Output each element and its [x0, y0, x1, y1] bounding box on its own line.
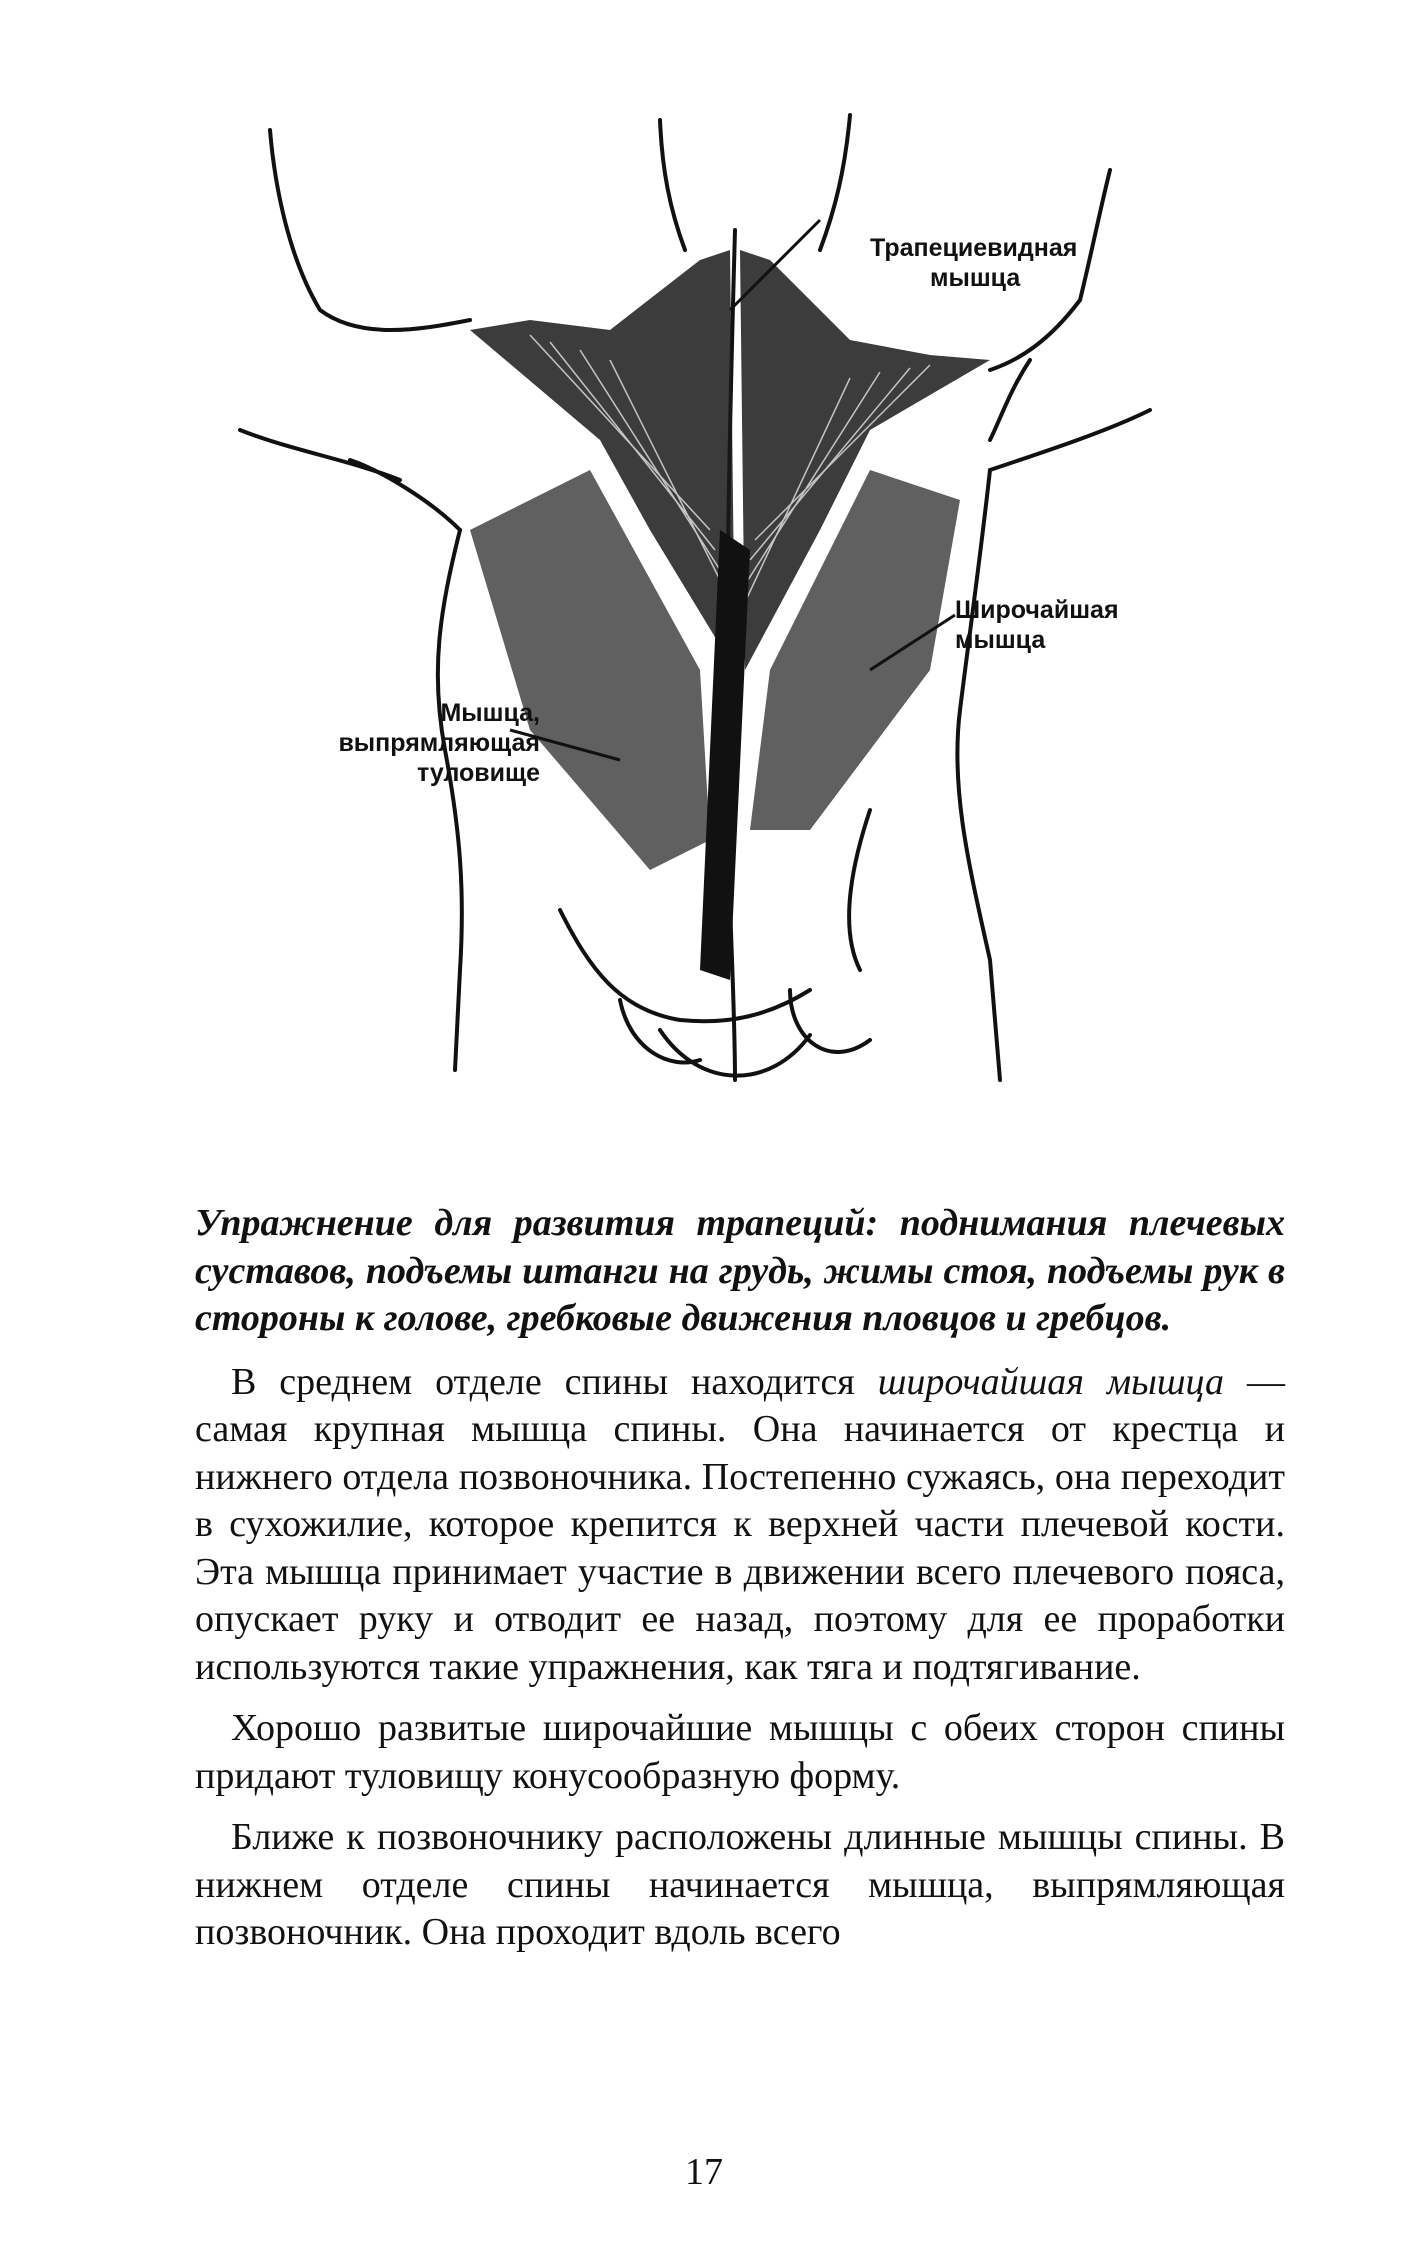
- label-erector: Мышца, выпрямляющая туловище: [338, 699, 540, 787]
- paragraph-1: В среднем отделе спины находится широчайшая мышца — самая крупная мышца спины. Она начинается от крестца и нижнего отдела позвоночника. Постепенно сужаясь, она переходит в сухожилие, которое крепится к верхней части плечевой кости. Эта мышца принимает участие в движении всего плечевого пояса, опускает руку и отводит ее назад, поэтому для ее проработки используются такие упражнения, как тяга и подтягивание.: [195, 1360, 1285, 1688]
- figure-caption: Упражнение для развития трапеций: поднимания плечевых суставов, подъемы штанги на грудь, жимы стоя, подъемы рук в стороны к голове, гребковые движения пловцов и гребцов.: [195, 1202, 1285, 1339]
- body-text: [195, 1200, 1285, 1971]
- paragraph-3: Ближе к позвоночнику расположены длинные мышцы спины. В нижнем отделе спины начинается мышца, выпрямляющая позвоночник. Она проходит вдоль всего: [195, 1816, 1285, 1953]
- label-latissimus: Широчайшая мышца: [955, 596, 1119, 654]
- paragraph-2: Хорошо развитые широчайшие мышцы с обеих сторон спины придают туловищу конусообразную форму.: [195, 1707, 1285, 1797]
- label-trapezius: Трапециевидная мышца: [870, 234, 1078, 292]
- page-number: 17: [685, 2151, 723, 2193]
